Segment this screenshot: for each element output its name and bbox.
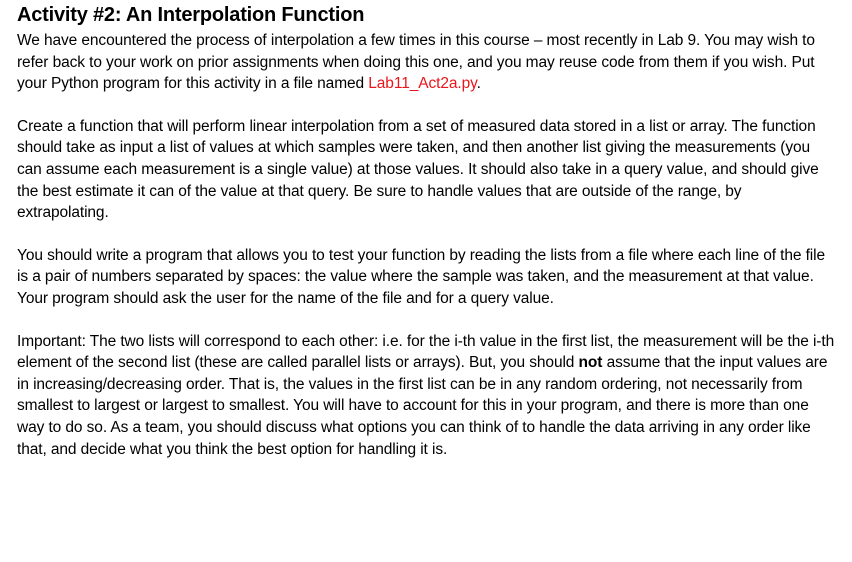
intro-text: We have encountered the process of interpolation a few times in this course – most recently in Lab 9. You may wish to refer back to your work on prior assignments when doing this one, and you may reuse code from them if you wish. Put your Python program for this activity in a file named [17,32,815,93]
important-note-paragraph [17,331,837,461]
function-requirements-paragraph: Create a function that will perform linear interpolation from a set of measured data stored in a list or array. The function should take as input a list of values at which samples were taken, and then another list giving the measurements (you can assume each measurement is a single value) at those values. It should also take in a query value, and should give the best estimate it can of the value at that query. Be sure to handle values that are outside of the range, by extrapolating. [17,117,819,222]
not-emphasis: not [578,354,603,372]
activity-title: Activity #2: An Interpolation Function [17,4,365,26]
filename-highlight: Lab11_Act2a.py [368,75,477,93]
important-text-end: assume that the input values are in increasing/decreasing order. That is, the values in the first list can be in any random ordering, not necessarily from smallest to largest or largest to smallest. You will have to account for this in your program, and there is more than one way to do so. As a team, you should discuss what options you can think of to handle the data arriving in any order like that, and decide what you think the best option for handling it is. [17,354,828,458]
document-page [17,2,837,460]
important-text: Important: The two lists will correspond to each other: i.e. for the i-th value in the first list, the measurement will be the i-th element of the second list (these are called parallel lists or arrays). But, you should [17,332,835,372]
intro-paragraph [17,30,837,95]
program-requirements-paragraph: You should write a program that allows you to test your function by reading the lists from a file where each line of the file is a pair of numbers separated by spaces: the value where the sample was taken, and the measurement at that value. Your program should ask the user for the name of the file and for a query value. [17,246,826,307]
intro-text-end: . [476,75,481,93]
